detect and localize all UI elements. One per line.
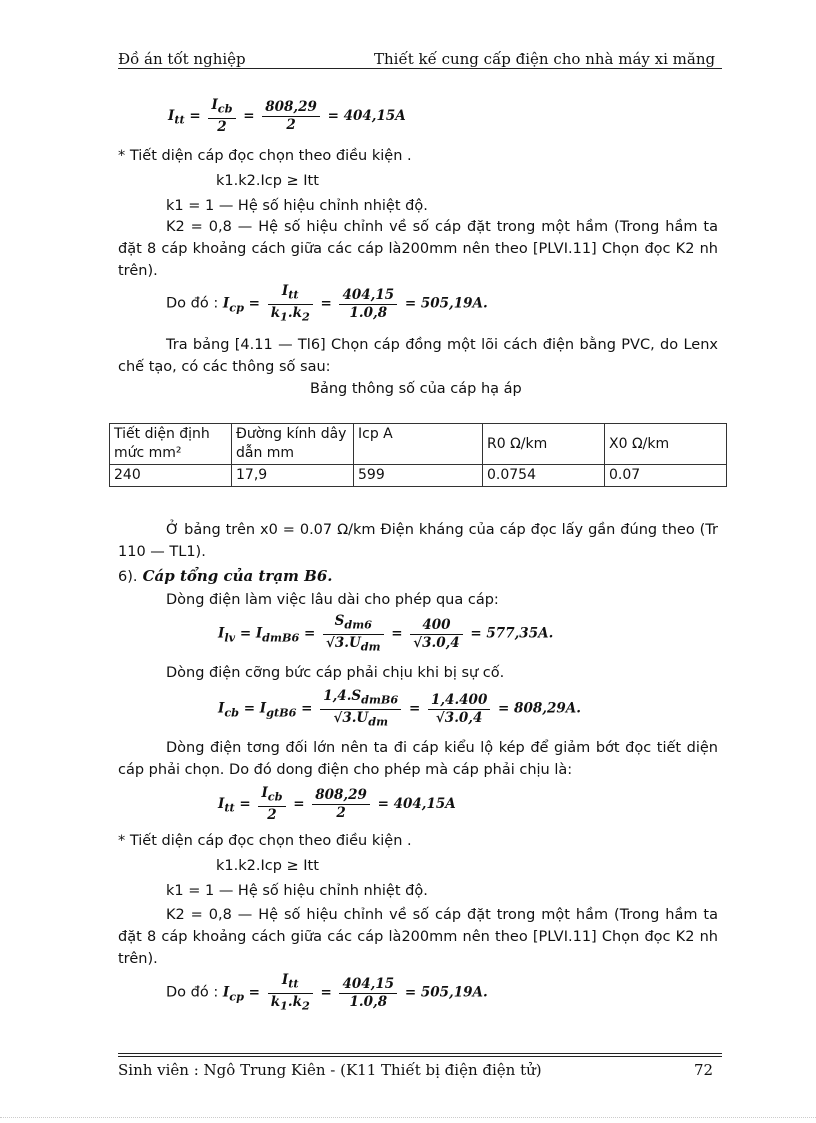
page-edge xyxy=(0,1117,816,1118)
table-cell: 599 xyxy=(354,465,483,487)
footer-rule-bottom xyxy=(118,1056,722,1057)
formula-icb: $I_{cb} = I_{gtB6}$ = $\frac{1,4.S_{dmB6}}{√3.U_{dm}}$ = $\frac{1,4.400}{√3.0,4}$ = 808,29A. xyxy=(218,688,581,729)
table-cell: 17,9 xyxy=(232,465,354,487)
condition-2: k1.k2.Icp ≥ Itt xyxy=(216,858,319,874)
formula-ilv: $I_{lv} = I_{dmB6}$ = $\frac{S_{dm6}}{√3.U_{dm}}$ = $\frac{400}{√3.0,4}$ = 577,35A. xyxy=(218,613,554,654)
footer-author: Sinh viên : Ngô Trung Kiên - (K11 Thiết bị điện điện tử) xyxy=(118,1061,542,1079)
table-cell: 0.0754 xyxy=(483,465,605,487)
condition-intro-2: * Tiết diện cáp đọc chọn theo điều kiện . xyxy=(118,833,412,849)
condition-intro-1: * Tiết diện cáp đọc chọn theo điều kiện . xyxy=(118,148,412,164)
header-rule xyxy=(118,68,722,69)
footer-rule-top xyxy=(118,1053,722,1054)
o-bang-paragraph: Ở bảng trên x0 = 0.07 Ω/km Điện kháng của cáp đọc lấy gần đúng theo (Tr 110 — TL1). xyxy=(118,522,718,560)
table-row xyxy=(110,465,727,487)
dong-lam-viec-text: Dòng điện làm việc lâu dài cho phép qua cáp: xyxy=(166,592,499,608)
dong-tuong-doi-paragraph: Dòng điện tơng đối lớn nên ta đi cáp kiểu lộ kép để giảm bớt đọc tiết diện cáp phải chọn. Do đó dong điện cho phép mà cáp phải chịu là: xyxy=(118,740,718,778)
table-header-row xyxy=(110,424,727,465)
formula-icp-2: Do đó : $I_{cp}$ = $\frac{I_{tt}}{k_1.k_2}$ = $\frac{404,15}{1.0,8}$ = 505,19A. xyxy=(166,972,488,1013)
k2-paragraph-1: K2 = 0,8 — Hệ số hiệu chỉnh về số cáp đặt trong một hầm (Trong hầm ta đặt 8 cáp khoảng cách giữa các cáp là200mm nên theo [PLVI.11] Chọn đọc K2 nh trên). xyxy=(118,219,718,279)
formula-icp-1: Do đó : $I_{cp}$ = $\frac{I_{tt}}{k_1.k_2}$ = $\frac{404,15}{1.0,8}$ = 505,19A. xyxy=(166,283,488,324)
k1-line-2: k1 = 1 — Hệ số hiệu chỉnh nhiệt độ. xyxy=(166,883,428,899)
tra-bang-paragraph: Tra bảng [4.11 — Tl6] Chọn cáp đồng một lõi cách điện bằng PVC, do Lenx chế tạo, có các thông số sau: xyxy=(118,337,718,375)
dong-cuong-buc-text: Dòng điện cỡng bức cáp phải chịu khi bị sự cố. xyxy=(166,665,505,681)
table-header-cell: Tiết diện định mức mm² xyxy=(110,424,232,465)
table-header-cell: Icp A xyxy=(354,424,483,465)
table-header-cell: R0 Ω/km xyxy=(483,424,605,465)
formula-itt-2: $I_{tt}$ = $\frac{I_{cb}}{2}$ = $\frac{808,29}{2}$ = 404,15A xyxy=(218,785,456,823)
condition-1: k1.k2.Icp ≥ Itt xyxy=(216,173,319,189)
table-caption: Bảng thông số của cáp hạ áp xyxy=(310,381,522,397)
table-header-cell: X0 Ω/km xyxy=(605,424,727,465)
cable-spec-table xyxy=(109,423,727,487)
header-right: Thiết kế cung cấp điện cho nhà máy xi măng xyxy=(374,50,716,68)
formula-itt-1: $I_{tt}$ = $\frac{I_{cb}}{2}$ = $\frac{808,29}{2}$ = 404,15A xyxy=(168,97,406,135)
table-header-cell: Đường kính dây dẫn mm xyxy=(232,424,354,465)
section-heading: 6). Cáp tổng của trạm B6. xyxy=(118,567,333,585)
page-number: 72 xyxy=(694,1061,714,1079)
k2-paragraph-2: K2 = 0,8 — Hệ số hiệu chỉnh về số cáp đặt trong một hầm (Trong hầm ta đặt 8 cáp khoảng cách giữa các cáp là200mm nên theo [PLVI.11] Chọn đọc K2 nh trên). xyxy=(118,907,718,967)
k1-line-1: k1 = 1 — Hệ số hiệu chỉnh nhiệt độ. xyxy=(166,198,428,214)
table-cell: 0.07 xyxy=(605,465,727,487)
table-cell: 240 xyxy=(110,465,232,487)
header-left: Đồ án tốt nghiệp xyxy=(118,50,246,68)
